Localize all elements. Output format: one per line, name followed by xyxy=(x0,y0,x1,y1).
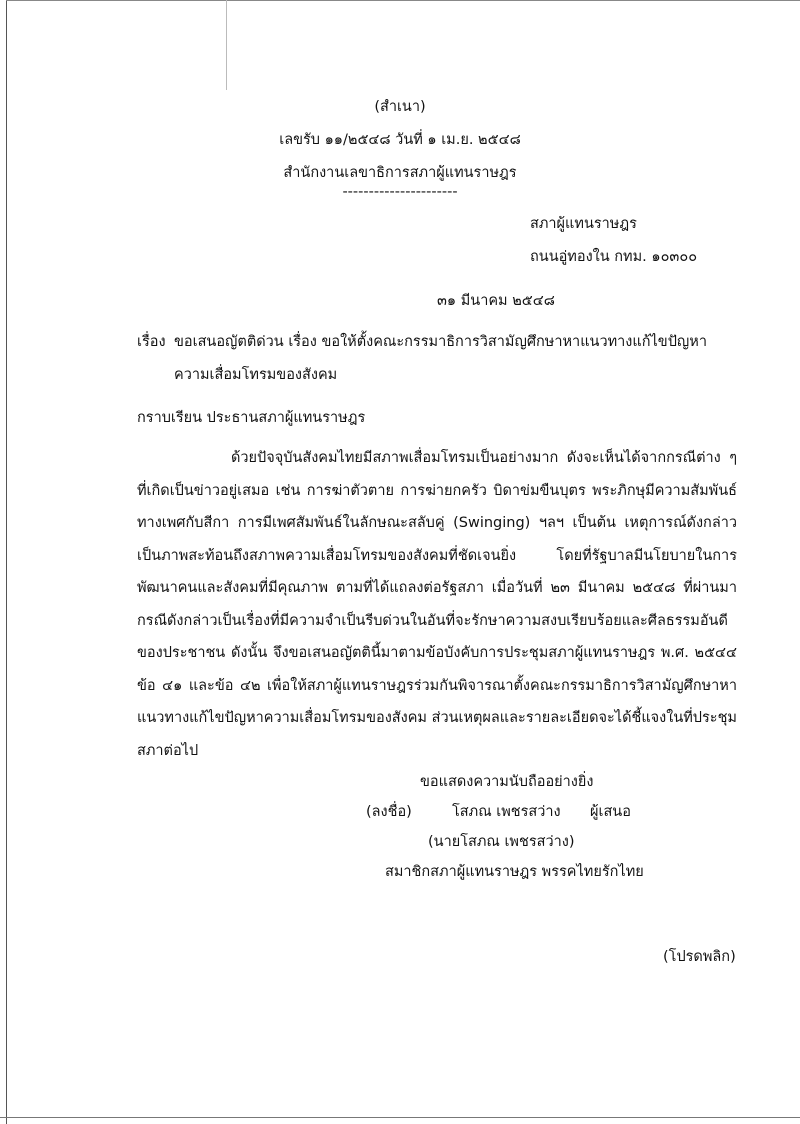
document-date: ๓๑ มีนาคม ๒๕๔๘ xyxy=(437,293,555,309)
scan-border-bottom xyxy=(0,1117,800,1118)
header-divider: ---------------------- xyxy=(342,184,458,200)
office-name: สำนักงานเลขาธิการสภาผู้แทนราษฎร xyxy=(283,165,517,181)
body-paragraph-2: ดังนั้น จึงขอเสนอญัตตินี้มาตามข้อบังคับการประชุมสภาผู้แทนราษฎร พ.ศ. ๒๕๔๔ ข้อ ๔๑ และข้อ ๔๒ เพื่อให้สภาผู้แทนราษฎรร่วมกันพิจารณาตั้งคณะกรรมาธิการวิสามัญศึกษาหาแนวทางแก้ไขปัญหาความเสื่อมโทรมของสังคม ส่วนเหตุผลและรายละเอียดจะได้ชี้แจงในที่ประชุมสภาต่อไป xyxy=(137,645,737,759)
signer-role: ผู้เสนอ xyxy=(590,804,631,820)
sender-org: สภาผู้แทนราษฎร xyxy=(530,216,637,232)
scan-border-top xyxy=(6,0,800,1)
subject-line-1: ขอเสนอญัตติด่วน เรื่อง ขอให้ตั้งคณะกรรมาธิการวิสามัญศึกษาหาแนวทางแก้ไขปัญหา xyxy=(174,334,707,350)
receipt-line: เลขรับ ๑๑/๒๕๔๘ วันที่ ๑ เม.ย. ๒๕๔๘ xyxy=(279,132,521,148)
subject-line-2: ความเสื่อมโทรมของสังคม xyxy=(174,367,338,383)
copy-mark: (สำเนา) xyxy=(374,99,426,115)
body-paragraph-1: ด้วยปัจจุบันสังคมไทยมีสภาพเสื่อมโทรมเป็นอย่างมาก ดังจะเห็นได้จากกรณีต่าง ๆ ที่เกิดเป็นข่าวอยู่เสมอ เช่น การฆ่าตัวตาย การฆ่ายกครัว บิดาข่มขืนบุตร พระภิกษุมีความสัมพันธ์ทางเพศกับสีกา การมีเพศสัมพันธ์ในลักษณะสลับคู่ (Swinging) ฯลฯ เป็นต้น เหตุการณ์ดังกล่าวเป็นภาพสะท้อนถึงสภาพความเสื่อมโทรมของสังคมที่ชัดเจนยิ่ง โดยที่รัฐบาลมีนโยบายในการพัฒนาคนและสังคมที่มีคุณภาพ ตามที่ได้แถลงต่อรัฐสภา เมื่อวันที่ ๒๓ มีนาคม ๒๕๔๘ ที่ผ่านมา กรณีดังกล่าวเป็นเรื่องที่มีความจำเป็นรีบด่วนในอันที่จะรักษาความสงบเรียบร้อยและศีลธรรมอันดีของประชาชน xyxy=(137,450,737,661)
sign-label: (ลงชื่อ) xyxy=(366,804,412,820)
subject-label: เรื่อง xyxy=(137,334,166,350)
salutation: กราบเรียน ประธานสภาผู้แทนราษฎร xyxy=(137,410,366,426)
sender-address: ถนนอู่ทองใน กทม. ๑๐๓๐๐ xyxy=(530,249,698,265)
signer-full-name: (นายโสภณ เพชรสว่าง) xyxy=(428,834,575,850)
scan-artifact-line xyxy=(226,0,227,90)
signer-position: สมาชิกสภาผู้แทนราษฎร พรรคไทยรักไทย xyxy=(385,864,644,880)
signer-name: โสภณ เพชรสว่าง xyxy=(452,804,561,820)
turn-over-note: (โปรดพลิก) xyxy=(663,949,736,965)
closing-phrase: ขอแสดงความนับถืออย่างยิ่ง xyxy=(420,774,594,790)
